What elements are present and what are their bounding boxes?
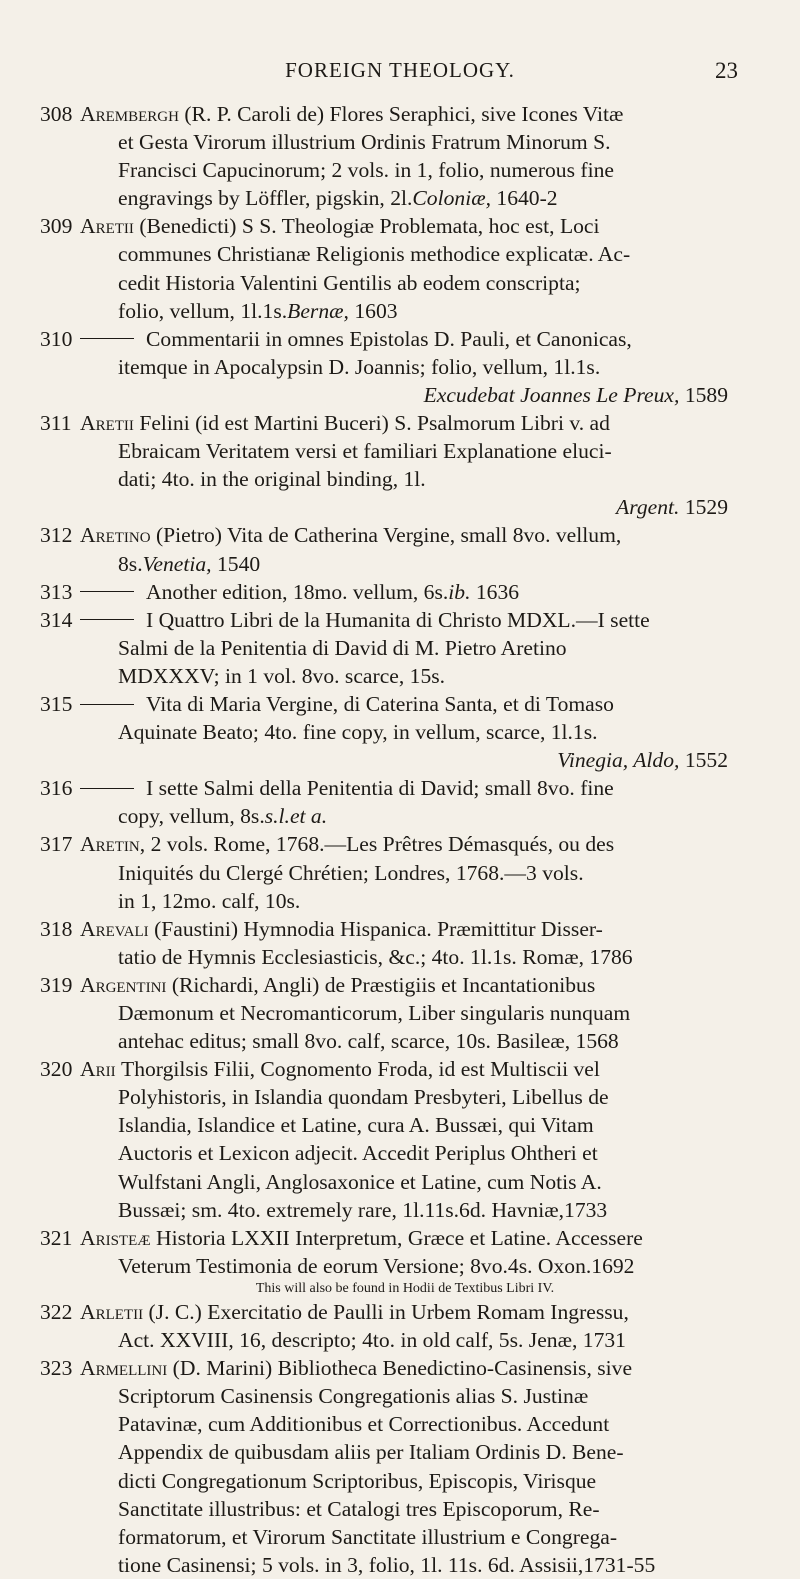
entry-line-text: 8s. — [118, 551, 143, 576]
catalogue-entry — [0, 212, 800, 324]
catalogue-entry — [0, 1055, 800, 1224]
entry-line — [80, 1224, 730, 1252]
entry-line-text: MDXXXV; in 1 vol. 8vo. scarce, 15s. — [118, 663, 446, 688]
entry-imprint — [265, 804, 327, 828]
entry-line-text: antehac editus; small 8vo. calf, scarce, 10s. Basileæ, 1568 — [118, 1029, 619, 1054]
entry-line-text: Thorgilsis Filii, Cognomento Froda, id est Multiscii vel — [121, 1057, 600, 1082]
entry-line-text: Ebraicam Veritatem versi et familiari Explanatione eluci- — [118, 439, 612, 464]
entry-line-text: in 1, 12mo. calf, 10s. — [118, 888, 301, 913]
entry-line-text: et Gesta Virorum illustrium Ordinis Fratrum Minorum S. — [118, 130, 611, 155]
entry-line-text: Historia LXXII Interpretum, Græce et Latine. Accessere — [156, 1225, 643, 1250]
entry-line — [80, 465, 730, 493]
entry-line — [80, 690, 730, 718]
entry-line — [80, 774, 730, 802]
entry-text — [80, 325, 730, 409]
entry-line — [80, 971, 730, 999]
imprint-date: 1589 — [684, 382, 728, 407]
entry-author: Aristeæ — [80, 1225, 156, 1250]
catalogue-entry — [0, 100, 800, 212]
entry-line — [80, 606, 730, 634]
entry-text — [80, 915, 730, 971]
entry-line-text: Bussæi; sm. 4to. extremely rare, 1l.11s.6d. Havniæ,1733 — [118, 1197, 608, 1222]
entry-line — [80, 353, 730, 381]
entry-line — [80, 1523, 730, 1551]
entry-imprint — [287, 299, 397, 323]
entry-note: This will also be found in Hodii de Textibus Libri IV. — [255, 1280, 555, 1296]
entry-line-text: Patavinæ, cum Additionibus et Correctionibus. Accedunt — [118, 1412, 610, 1437]
entry-line — [80, 1410, 730, 1438]
entry-line — [80, 521, 730, 549]
ditto-dash — [80, 619, 134, 620]
entry-number: 316 — [40, 776, 73, 801]
catalogue-entry — [0, 1298, 800, 1354]
imprint-place: Venetia, — [142, 551, 217, 576]
entry-number: 308 — [40, 102, 73, 126]
entry-line-text: itemque in Apocalypsin D. Joannis; folio, vellum, 1l.1s. — [118, 354, 601, 379]
entry-author: Arletii — [80, 1299, 149, 1324]
catalogue-entry — [0, 690, 800, 774]
entry-line — [80, 1083, 730, 1111]
entry-line — [80, 887, 730, 915]
entry-line-text: Appendix de quibusdam aliis per Italiam Ordinis D. Bene- — [118, 1440, 624, 1465]
catalogue-entry — [0, 774, 800, 830]
entry-line — [80, 156, 730, 184]
entry-text — [80, 1055, 730, 1224]
entry-line — [80, 128, 730, 156]
catalogue-entry — [0, 1354, 800, 1579]
entry-text — [80, 830, 730, 914]
entry-imprint — [80, 493, 730, 521]
entry-line — [80, 662, 730, 690]
entry-text — [80, 578, 730, 606]
entry-text — [80, 521, 730, 577]
ditto-dash — [80, 788, 134, 789]
entry-line-text: Veterum Testimonia de eorum Versione; 8vo.4s. Oxon.1692 — [118, 1253, 635, 1278]
page-header — [0, 58, 800, 88]
entry-line — [80, 915, 730, 943]
entry-line-text: Wulfstani Angli, Anglosaxonice et Latine, cum Notis A. — [118, 1169, 602, 1194]
catalogue-entry — [0, 521, 800, 577]
entry-number: 311 — [40, 411, 72, 436]
entry-text — [80, 690, 730, 774]
entry-line — [80, 1298, 730, 1326]
entry-line-text: dati; 4to. in the original binding, 1l. — [118, 467, 426, 492]
entry-line — [80, 859, 730, 887]
entry-author: Aretino — [80, 523, 156, 548]
entry-imprint — [80, 746, 730, 774]
page-number: 23 — [715, 58, 738, 83]
entry-number: 322 — [40, 1299, 73, 1324]
entry-line-text: tatio de Hymnis Ecclesiasticis, &c.; 4to. 1l.1s. Romæ, 1786 — [118, 944, 633, 969]
entry-line — [80, 830, 730, 858]
entry-line — [80, 212, 730, 240]
entry-number: 314 — [40, 607, 73, 632]
entry-line-text: Sanctitate illustribus: et Catalogi tres Episcoporum, Re- — [118, 1496, 600, 1521]
entry-line — [80, 1196, 730, 1224]
entry-number: 315 — [40, 691, 73, 716]
imprint-place: ib. — [448, 579, 476, 604]
imprint-date: 1529 — [684, 495, 728, 520]
entry-line-text: Aquinate Beato; 4to. fine copy, in vellum, scarce, 1l.1s. — [118, 720, 598, 745]
entry-line-text: Act. XXVIII, 16, descripto; 4to. in old calf, 5s. Jenæ, 1731 — [118, 1328, 626, 1353]
entry-line — [80, 1055, 730, 1083]
entry-number: 320 — [40, 1057, 73, 1082]
entry-author: Aretii — [80, 214, 140, 239]
imprint-date: 1636 — [475, 579, 520, 604]
entry-line-text: Islandia, Islandice et Latine, cura A. Bussæi, qui Vitam — [118, 1113, 594, 1138]
entry-line — [80, 409, 730, 437]
entry-line — [80, 1354, 730, 1382]
entry-line-text: 2 vols. Rome, 1768.—Les Prêtres Démasqués, ou des — [150, 832, 615, 857]
catalogue-entry — [0, 409, 800, 521]
entry-line-text: formatorum, et Virorum Sanctitate illustrium e Congrega- — [118, 1524, 618, 1549]
entry-text — [80, 606, 730, 690]
entry-line — [80, 184, 730, 212]
catalogue-entry — [0, 830, 800, 914]
catalogue-entry — [0, 578, 800, 606]
ditto-dash — [80, 591, 134, 592]
entry-author: Aretin, — [80, 832, 151, 857]
entry-text — [80, 774, 730, 830]
entry-line-text: Auctoris et Lexicon adjecit. Accedit Periplus Ohtheri et — [118, 1141, 598, 1166]
entry-line — [80, 1252, 730, 1280]
catalogue-entry — [0, 971, 800, 1055]
catalogue-entry — [0, 325, 800, 409]
entry-author: Arii — [80, 1057, 121, 1082]
entry-text — [80, 212, 730, 324]
entry-line-text: (J. C.) Exercitatio de Paulli in Urbem Romam Ingressu, — [148, 1299, 629, 1324]
entry-line-text: cedit Historia Valentini Gentilis ab eodem conscripta; — [118, 270, 581, 295]
entry-line-text: Iniquités du Clergé Chrétien; Londres, 1768.—3 vols. — [118, 860, 584, 885]
entry-imprint — [80, 381, 730, 409]
imprint-place: Vinegia, Aldo, — [557, 748, 685, 773]
imprint-place: Bernæ, — [287, 298, 355, 323]
entry-line-text: Another edition, 18mo. vellum, 6s. — [146, 579, 449, 604]
entry-line-text: (Richardi, Angli) de Præstigiis et Incantationibus — [171, 972, 596, 997]
entry-line — [80, 1438, 730, 1466]
entry-line-text: dicti Congregationum Scriptoribus, Episcopis, Virisque — [118, 1468, 597, 1493]
running-head: FOREIGN THEOLOGY. — [285, 58, 515, 82]
entry-number: 321 — [40, 1225, 73, 1250]
entry-line — [80, 1382, 730, 1410]
entry-line-text: I Quattro Libri de la Humanita di Christo MDXL.—I sette — [146, 607, 650, 632]
entry-line — [80, 325, 730, 353]
entry-line-text: engravings by Löffler, pigskin, 2l. — [118, 186, 413, 211]
entry-line-text: (D. Marini) Bibliotheca Benedictino-Casinensis, sive — [172, 1356, 633, 1381]
entry-line-text: (R. P. Caroli de) Flores Seraphici, sive Icones Vitæ — [184, 102, 624, 126]
entry-line — [80, 1027, 730, 1055]
entry-line-text: Salmi de la Penitentia di David di M. Pietro Aretino — [118, 635, 567, 660]
entry-line-text: Felini (id est Martini Buceri) S. Psalmorum Libri v. ad — [139, 411, 610, 436]
entry-line-text: I sette Salmi della Penitentia di David; small 8vo. fine — [146, 776, 614, 801]
entry-line — [80, 1551, 730, 1579]
entry-author: Argentini — [80, 972, 172, 997]
entry-number: 310 — [40, 326, 73, 351]
imprint-place: s.l.et a. — [264, 804, 328, 829]
imprint-date: 1552 — [684, 748, 728, 773]
entry-line-text: communes Christianæ Religionis methodice explicatæ. Ac- — [118, 242, 631, 267]
entry-number: 312 — [40, 523, 73, 548]
entry-line-text: Scriptorum Casinensis Congregationis alias S. Justinæ — [118, 1384, 589, 1409]
entry-line — [80, 550, 730, 578]
entry-line — [80, 1111, 730, 1139]
entry-line — [80, 240, 730, 268]
entry-line-text: folio, vellum, 1l.1s. — [118, 298, 288, 323]
catalogue-entry — [0, 915, 800, 971]
entry-line-text: Commentarii in omnes Epistolas D. Pauli, et Canonicas, — [146, 326, 632, 351]
entry-line — [80, 100, 730, 128]
imprint-date: 1540 — [216, 551, 261, 576]
entry-text — [80, 1354, 730, 1579]
entry-author: Arembergh — [80, 102, 185, 126]
entry-number: 309 — [40, 214, 73, 239]
entry-line — [80, 1467, 730, 1495]
entry-author: Arevali — [80, 916, 155, 941]
imprint-place: Argent. — [616, 495, 685, 520]
entry-author: Aretii — [80, 411, 140, 436]
entry-imprint — [143, 552, 261, 576]
entry-number: 313 — [40, 579, 73, 604]
entry-line — [80, 802, 730, 830]
entry-text — [80, 971, 730, 1055]
entry-line-text: tione Casinensi; 5 vols. in 3, folio, 1l. 11s. 6d. Assisii,1731-55 — [118, 1552, 656, 1577]
entry-number: 317 — [40, 832, 73, 857]
entry-number: 318 — [40, 916, 73, 941]
entry-text — [80, 1224, 730, 1280]
entry-line-text: Polyhistoris, in Islandia quondam Presbyteri, Libellus de — [118, 1085, 609, 1110]
catalogue-entries — [0, 100, 800, 1579]
entry-line — [80, 578, 730, 606]
ditto-dash — [80, 338, 134, 339]
entry-line-text: copy, vellum, 8s. — [118, 804, 265, 829]
entry-line — [80, 269, 730, 297]
entry-line — [80, 943, 730, 971]
entry-line — [80, 718, 730, 746]
entry-text — [80, 100, 730, 212]
entry-line — [80, 1168, 730, 1196]
ditto-dash — [80, 704, 134, 705]
entry-line — [80, 634, 730, 662]
entry-line — [80, 1495, 730, 1523]
entry-line-text: (Faustini) Hymnodia Hispanica. Præmittitur Disser- — [154, 916, 603, 941]
entry-line — [80, 297, 730, 325]
entry-line — [80, 437, 730, 465]
entry-line — [80, 1139, 730, 1167]
entry-imprint — [412, 186, 557, 210]
entry-text — [80, 409, 730, 521]
entry-author: Armellini — [80, 1356, 173, 1381]
entry-text — [80, 1298, 730, 1354]
catalogue-entry — [0, 1224, 800, 1298]
imprint-date: 1603 — [354, 298, 398, 323]
imprint-place: Excudebat Joannes Le Preux, — [423, 382, 685, 407]
entry-number: 319 — [40, 972, 73, 997]
entry-line-text: (Benedicti) S S. Theologiæ Problemata, hoc est, Loci — [139, 214, 600, 239]
entry-line — [80, 1326, 730, 1354]
imprint-place: Coloniæ, — [412, 186, 497, 211]
entry-line-text: Francisci Capucinorum; 2 vols. in 1, folio, numerous fine — [118, 158, 614, 183]
entry-line-text: Vita di Maria Vergine, di Caterina Santa, et di Tomaso — [146, 691, 614, 716]
entry-line-text: (Pietro) Vita de Catherina Vergine, small 8vo. vellum, — [155, 523, 622, 548]
entry-number: 323 — [40, 1356, 73, 1381]
entry-line — [80, 999, 730, 1027]
imprint-date: 1640-2 — [496, 186, 558, 211]
catalogue-entry — [0, 606, 800, 690]
entry-imprint — [448, 580, 519, 604]
entry-line-text: Dæmonum et Necromanticorum, Liber singularis nunquam — [118, 1001, 631, 1025]
